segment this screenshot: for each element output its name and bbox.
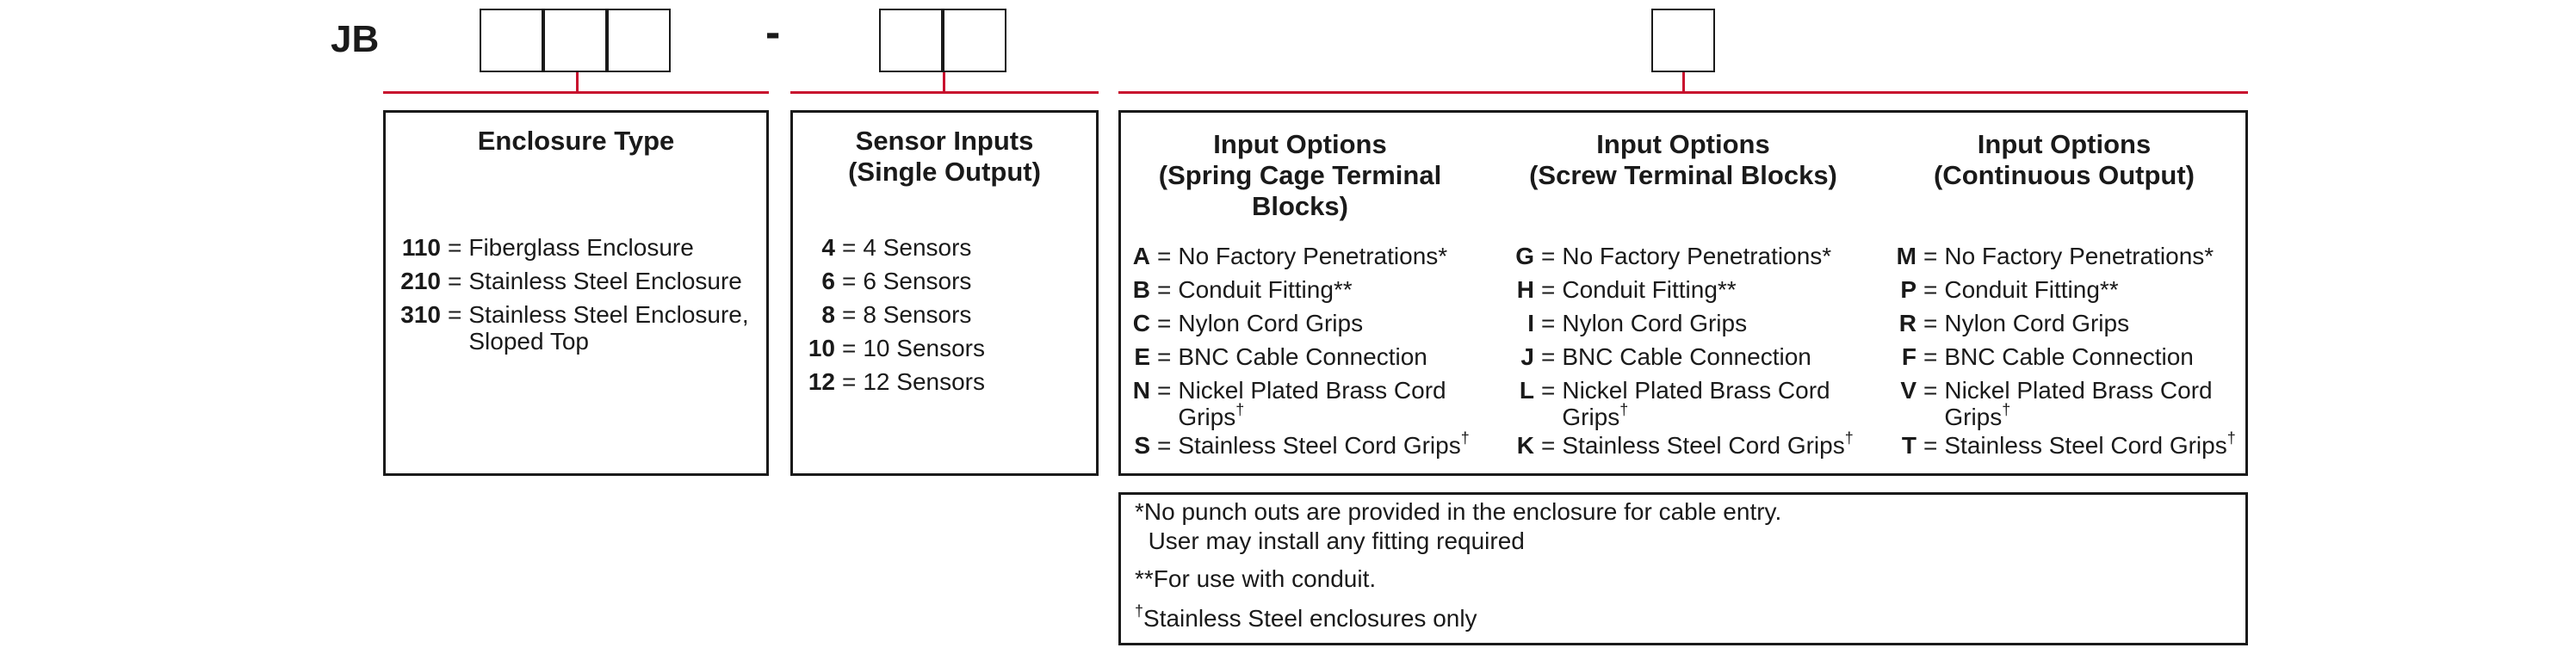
enclosure-desc: Fiberglass Enclosure: [468, 234, 694, 261]
footnote-stainless: †Stainless Steel enclosures only: [1135, 602, 1477, 632]
input-options-spring-cage-title: Input Options (Spring Cage Terminal Blocks): [1158, 129, 1442, 221]
model-separator: -: [765, 8, 781, 58]
footnote-punch-outs: *No punch outs are provided in the enclosure for cable entry. User may install any fitting required: [1135, 498, 1782, 554]
option-item: L = Nickel Plated Brass Cord Grips†: [1519, 377, 1830, 430]
option-item: H = Conduit Fitting**: [1516, 276, 1737, 303]
enclosure-item-110: 110 = Fiberglass Enclosure: [398, 234, 694, 261]
option-item: A = No Factory Penetrations*: [1132, 243, 1448, 269]
sensor-item: 10 = 10 Sensors: [808, 335, 985, 361]
option-item: I = Nylon Cord Grips: [1527, 310, 1748, 336]
option-item: F = BNC Cable Connection: [1901, 343, 2194, 370]
sensor-item: 6 = 6 Sensors: [821, 268, 972, 294]
option-item: B = Conduit Fitting**: [1132, 276, 1353, 303]
enclosure-code: 310: [400, 301, 441, 328]
enclosure-type-title: Enclosure Type: [477, 126, 675, 156]
enclosure-item-210: 210 = Stainless Steel Enclosure: [398, 268, 742, 294]
enclosure-bracket-tick: [576, 72, 579, 91]
enclosure-code-box-2: [543, 9, 607, 72]
option-item: C = Nylon Cord Grips: [1132, 310, 1364, 336]
sensor-inputs-title: Sensor Inputs (Single Output): [848, 126, 1041, 187]
enclosure-code: 110: [401, 234, 441, 261]
enclosure-item-310: 310 = Stainless Steel Enclosure, Sloped Top: [398, 301, 749, 355]
enclosure-code: 210: [400, 268, 441, 294]
option-bracket-line: [1118, 91, 2248, 94]
option-item: R = Nylon Cord Grips: [1898, 310, 2130, 336]
sensor-code-box-1: [879, 9, 943, 72]
sensor-item: 8 = 8 Sensors: [821, 301, 972, 328]
option-item: E = BNC Cable Connection: [1134, 343, 1427, 370]
sensor-code-box-2: [943, 9, 1006, 72]
enclosure-code-box-1: [480, 9, 543, 72]
option-item: M = No Factory Penetrations*: [1896, 243, 2214, 269]
option-item: V = Nickel Plated Brass Cord Grips†: [1900, 377, 2213, 430]
enclosure-desc: Stainless Steel Enclosure: [468, 268, 742, 294]
sensor-bracket-tick: [943, 72, 945, 91]
sensor-item: 12 = 12 Sensors: [808, 368, 985, 395]
input-options-screw-terminal-title: Input Options (Screw Terminal Blocks): [1529, 129, 1837, 190]
option-item: J = BNC Cable Connection: [1520, 343, 1811, 370]
option-code-box: [1651, 9, 1715, 72]
option-item: K = Stainless Steel Cord Grips†: [1516, 429, 1854, 459]
input-options-continuous-title: Input Options (Continuous Output): [1933, 129, 2195, 190]
option-item: T = Stainless Steel Cord Grips†: [1901, 429, 2236, 459]
enclosure-bracket-line: [383, 91, 769, 94]
option-item: P = Conduit Fitting**: [1900, 276, 2119, 303]
model-prefix: JB: [331, 18, 380, 60]
sensor-item: 4 = 4 Sensors: [821, 234, 972, 261]
enclosure-desc: Stainless Steel Enclosure, Sloped Top: [468, 301, 749, 355]
option-item: G = No Factory Penetrations*: [1515, 243, 1832, 269]
footnote-conduit: **For use with conduit.: [1135, 565, 1377, 592]
sensor-bracket-line: [790, 91, 1099, 94]
option-item: S = Stainless Steel Cord Grips†: [1134, 429, 1470, 459]
enclosure-code-box-3: [607, 9, 671, 72]
option-bracket-tick: [1682, 72, 1685, 91]
option-item: N = Nickel Plated Brass Cord Grips†: [1132, 377, 1446, 430]
